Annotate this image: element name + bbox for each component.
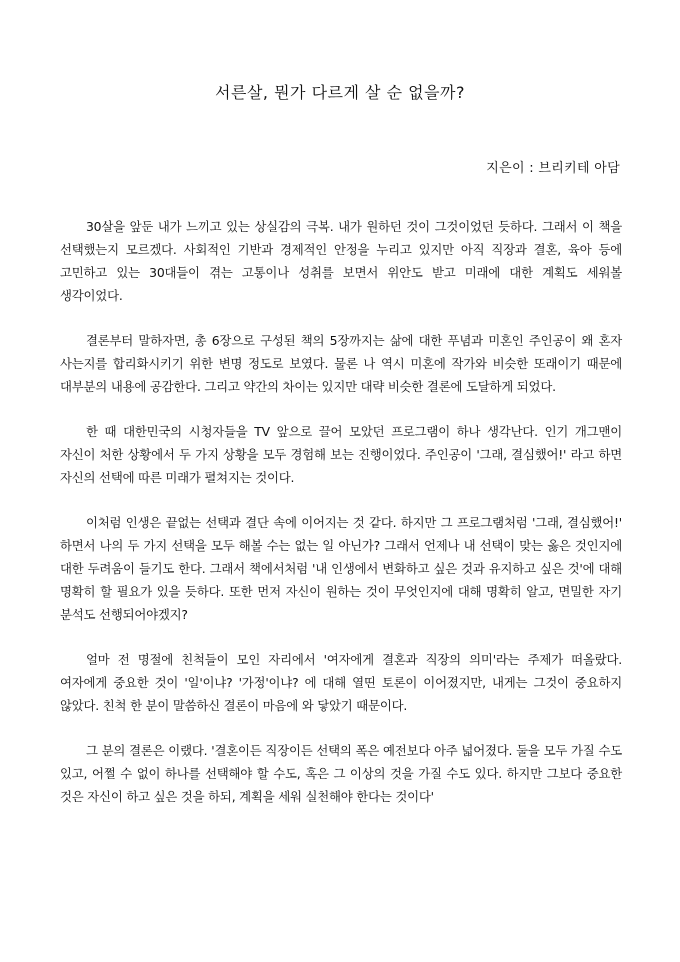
document-title: 서른살, 뭔가 다르게 살 순 없을까? [215, 83, 465, 102]
paragraph: 30살을 앞둔 내가 느끼고 있는 상실감의 극복. 내가 원하던 것이 그것이었던 듯하다. 그래서 이 책을 선택했는지 모르겠다. 사회적인 기반과 경제적인 안정을 누리고 있지만 아직 직장과 결혼, 육아 등에 고민하고 있는 30대들이 겪는 고통이나 성취를 보면서 위안도 받고 미래에 대한 계획도 세워볼 생각이었다. [60, 219, 622, 303]
paragraph: 결론부터 말하자면, 총 6장으로 구성된 책의 5장까지는 삶에 대한 푸념과 미혼인 주인공이 왜 혼자 사는지를 합리화시키기 위한 변명 정도로 보였다. 물론 나 역시 미혼에 작가와 비슷한 또래이기 때문에 대부분의 내용에 공감한다. 그리고 약간의 차이는 있지만 대략 비슷한 결론에 도달하게 되었다. [60, 333, 622, 394]
paragraph: 그 분의 결론은 이랬다. '결혼이든 직장이든 선택의 폭은 예전보다 아주 넓어졌다. 둘을 모두 가질 수도 있고, 어쩔 수 없이 하나를 선택해야 할 수도, 혹은 그 이상의 것을 가질 수도 있다. 하지만 그보다 중요한 것은 자신이 하고 싶은 것을 하되, 계획을 세워 실천해야 한다는 것이다' [60, 743, 622, 804]
paragraph: 한 때 대한민국의 시청자들을 TV 앞으로 끌어 모았던 프로그램이 하나 생각난다. 인기 개그맨이 자신이 처한 상황에서 두 가지 상황을 모두 경험해 보는 진행이었다. 주인공이 '그래, 결심했어!' 라고 하면 자신의 선택에 따른 미래가 펼쳐지는 것이다. [60, 424, 622, 485]
paragraph: 얼마 전 명절에 친척들이 모인 자리에서 '여자에게 결혼과 직장의 의미'라는 주제가 떠올랐다. 여자에게 중요한 것이 '일'이냐? '가정'이냐? 에 대해 열띤 토론이 이어졌지만, 내게는 그것이 중요하지 않았다. 친척 한 분이 말씀하신 결론이 마음에 와 닿았기 때문이다. [60, 652, 622, 713]
author-line: 지은이 : 브리키테 아담 [486, 161, 620, 176]
document-body [60, 215, 622, 830]
paragraph: 이처럼 인생은 끝없는 선택과 결단 속에 이어지는 것 같다. 하지만 그 프로그램처럼 '그래, 결심했어!' 하면서 나의 두 가지 선택을 모두 해볼 수는 없는 일 아닌가? 그래서 언제나 내 선택이 맞는 옳은 것인지에 대한 두려움이 들기도 한다. 그래서 책에서처럼 '내 인생에서 변화하고 싶은 것과 유지하고 싶은 것'에 대해 명확히 할 필요가 있을 듯하다. 또한 먼저 자신이 원하는 것이 무엇인지에 대해 명확히 알고, 면밀한 자기 분석도 선행되어야겠지? [60, 515, 622, 622]
